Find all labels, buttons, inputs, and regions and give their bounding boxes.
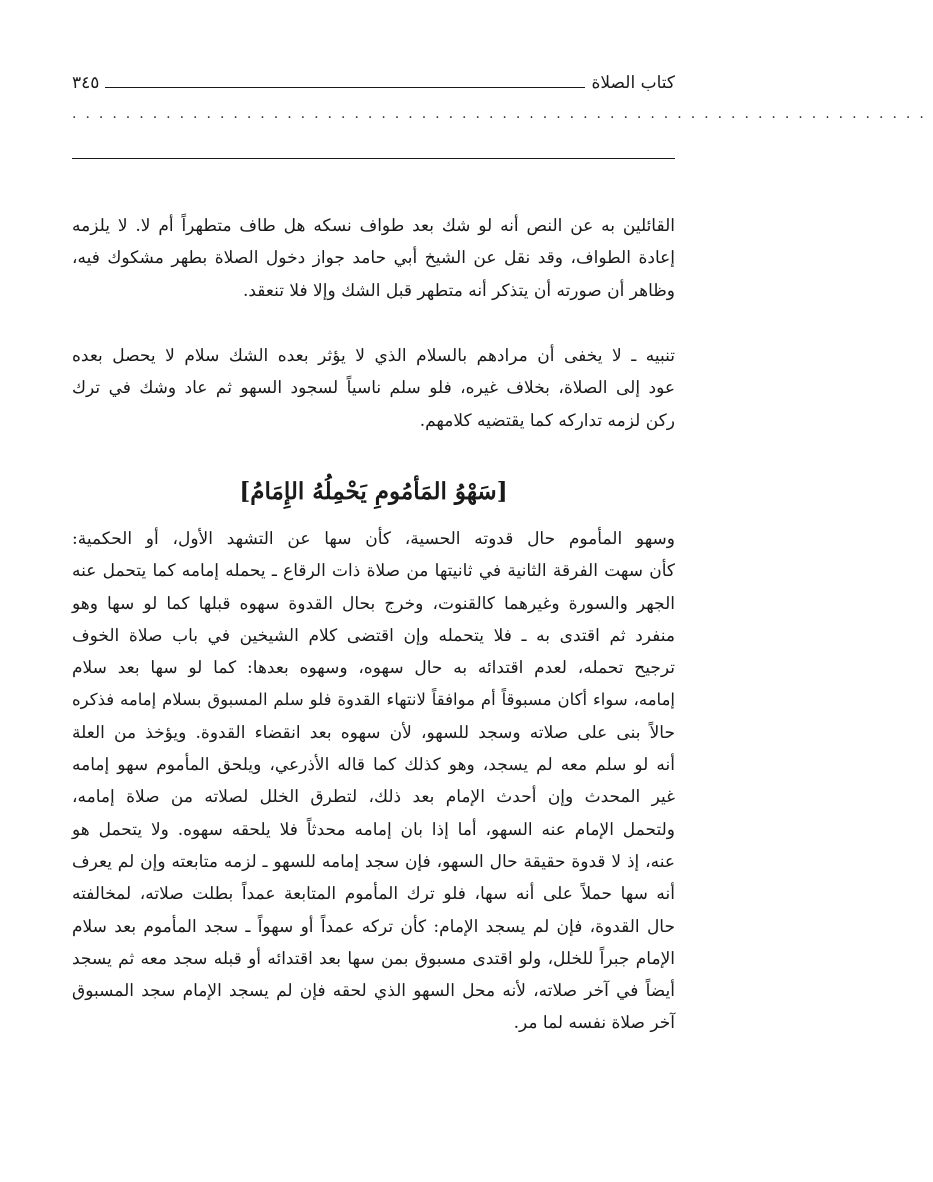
text-line: ولتحمل الإمام عنه السهو، أما إذا بان إمامه محدثاً فلا يلحقه سهوه. ولا يتحمل هو <box>72 819 675 840</box>
text-line: آخر صلاة نفسه لما مر. <box>513 1013 675 1034</box>
dotted-separator: ................................................................ <box>72 106 933 122</box>
text-line: حال القدوة، فإن لم يسجد الإمام: كأن تركه عمداً أو سهواً ـ سجد المأموم بعد سلام <box>72 916 675 937</box>
paragraph-2 <box>72 340 675 437</box>
text-line: أنه سها حملاً على أنه سها، فلو ترك المأموم المتابعة عمداً بطلت صلاته، لمخالفته <box>72 884 675 905</box>
text-line: إمامه، سواء أكان مسبوقاً أم موافقاً لانتهاء القدوة فلو سلم المسبوق بسلام إمامه فذكره <box>72 690 675 710</box>
text-line: ركن لزمه تداركه كما يقتضيه كلامهم. <box>419 410 675 431</box>
text-line: غير المحدث وإن أحدث الإمام بعد ذلك، لتطرق الخلل لصلاته من صلاة إمامه، <box>72 787 675 808</box>
section-heading: [سَهْوُ المَأمُومِ يَحْمِلُهُ الإِمَامُ] <box>239 478 508 505</box>
text-line: عنه، إذ لا قدوة حقيقة حال السهو، فإن سجد إمامه للسهو ـ لزمه متابعته وإن لم يعرف <box>72 851 675 872</box>
text-line: كأن سهت الفرقة الثانية في ثانيتها من صلاة ذات الرقاع ـ يحمله إمامه كما يتحمل عنه <box>72 561 675 582</box>
text-line: وسهو المأموم حال قدوته الحسية، كأن سها عن التشهد الأول، أو الحكمية: <box>72 529 675 549</box>
header-rule <box>105 87 585 88</box>
text-line: حالاً بنى على صلاته وسجد للسهو، لأن سهوه بعد انقضاء القدوة. ويؤخذ من العلة <box>72 722 675 743</box>
text-line: الجهر والسورة وغيرهما كالقنوت، وخرج بحال القدوة سهوه قبلها كما لو سها وهو <box>72 593 675 614</box>
running-header <box>72 68 675 98</box>
footnote-divider <box>72 158 675 159</box>
chapter-title: كتاب الصلاة <box>591 73 675 93</box>
text-line: وظاهر أن صورته أن يتذكر أنه متطهر قبل الشك وإلا فلا تنعقد. <box>242 280 675 301</box>
text-line: تنبيه ـ لا يخفى أن مرادهم بالسلام الذي لا يؤثر بعده الشك سلام لا يحصل بعده <box>72 346 675 366</box>
text-line: أنه لو سلم معه لم يسجد، وهو كذلك كما قاله الأذرعي، ويلحق المأموم سهو إمامه <box>72 755 675 776</box>
text-line: منفرد ثم اقتدى به ـ فلا يتحمله وإن اقتضى كلام الشيخين في باب صلاة الخوف <box>72 625 675 646</box>
text-line: ترجيح تحمله، لعدم اقتدائه به حال سهوه، وسهوه بعدها: كما لو سها بعد سلام <box>72 658 675 679</box>
paragraph-3 <box>72 523 675 1040</box>
text-line: أيضاً في آخر صلاته، لأنه محل السهو الذي لحقه فإن لم يسجد الإمام سجد المسبوق <box>72 981 675 1002</box>
paragraph-1 <box>72 210 675 307</box>
text-line: الإمام جبراً للخلل، ولو اقتدى مسبوق بمن سها بعد اقتدائه أو قبله سجد معه ثم يسجد <box>72 948 675 969</box>
text-line: القائلين به عن النص أنه لو شك بعد طواف نسكه هل طاف متطهراً أم لا. لا يلزمه <box>72 216 675 236</box>
text-line: إعادة الطواف، وقد نقل عن الشيخ أبي حامد جواز دخول الصلاة بطهر مشكوك فيه، <box>72 248 675 269</box>
page-number: ٣٤٥ <box>72 73 100 93</box>
text-line: عود إلى الصلاة، بخلاف غيره، فلو سلم ناسياً لسجود السهو ثم عاد وشك في ترك <box>72 378 675 399</box>
